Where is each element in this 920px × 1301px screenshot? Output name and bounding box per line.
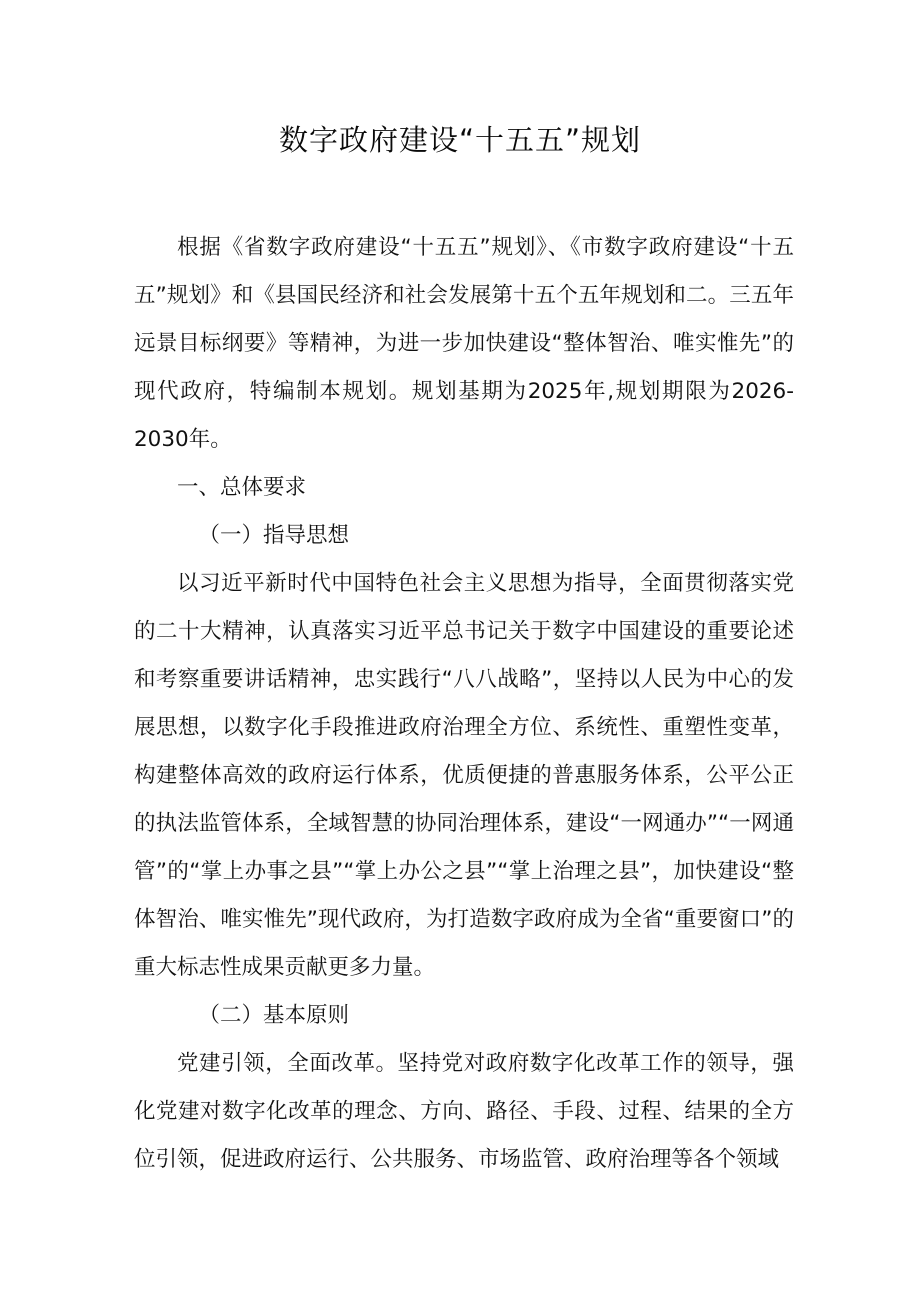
document-body <box>134 224 794 1184</box>
subsection-heading-guiding-ideology: （一）指导思想 <box>198 523 350 548</box>
intro-paragraph: 根据《省数字政府建设“十五五”规划》、《市数字政府建设“十五五”规划》和《县国民经济和社会发展第十五个五年规划和二。三五年远景目标纲要》等精神，为进一步加快建设“整体智治、唯实惟先”的现代政府，特编制本规划。规划基期为2025年,规划期限为2026-2030年。 <box>134 235 794 452</box>
guiding-ideology-paragraph: 以习近平新时代中国特色社会主义思想为指导，全面贯彻落实党的二十大精神，认真落实习近平总书记关于数字中国建设的重要论述和考察重要讲话精神，忠实践行“八八战略”，坚持以人民为中心的发展思想，以数字化手段推进政府治理全方位、系统性、重塑性变革，构建整体高效的政府运行体系，优质便捷的普惠服务体系，公平公正的执法监管体系，全域智慧的协同治理体系，建设“一网通办”“一网通管”的“掌上办事之县”“掌上办公之县”“掌上治理之县”，加快建设“整体智治、唯实惟先”现代政府，为打造数字政府成为全省“重要窗口”的重大标志性成果贡献更多力量。 <box>134 571 794 980</box>
section-heading-general-requirements: 一、总体要求 <box>177 475 307 500</box>
document-title: 数字政府建设“十五五”规划 <box>278 123 642 157</box>
subsection-heading-basic-principles: （二）基本原则 <box>198 1003 350 1028</box>
basic-principles-paragraph: 党建引领，全面改革。坚持党对政府数字化改革工作的领导，强化党建对数字化改革的理念、方向、路径、手段、过程、结果的全方位引领，促进政府运行、公共服务、市场监管、政府治理等各个领域 <box>134 1051 794 1172</box>
